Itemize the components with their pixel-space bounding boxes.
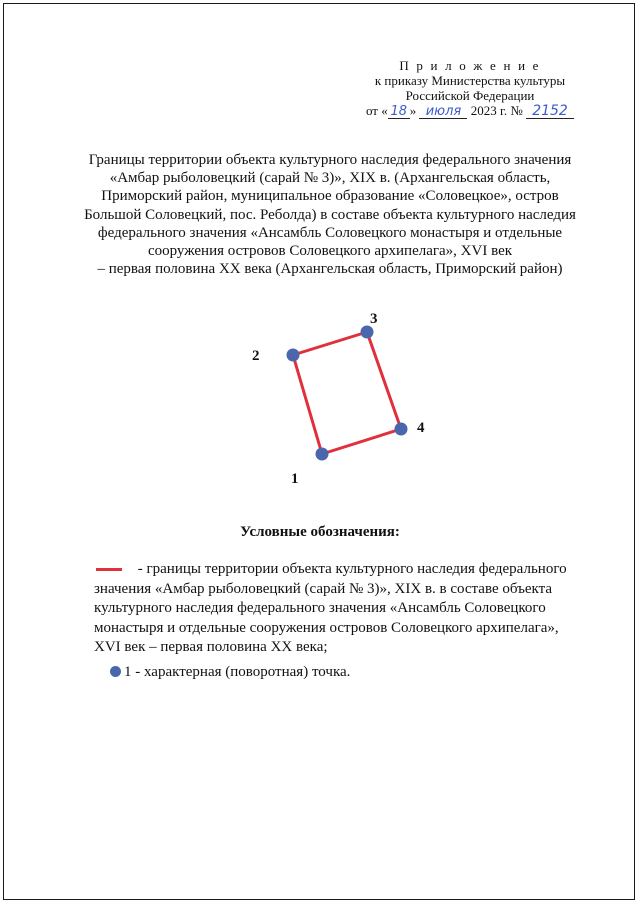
heading-line: – первая половина XX века (Архангельская область, Приморский район): [97, 261, 563, 278]
legend-text-line: значения «Амбар рыболовецкий (сарай № 3)», XIX в. в составе объекта: [94, 580, 553, 597]
point-symbol: [110, 666, 121, 677]
point-1-label: 1: [291, 471, 299, 487]
legend-text-line: XVI век – первая половина XX века;: [94, 639, 328, 655]
point-3-label: 3: [370, 311, 378, 327]
heading-line: «Амбар рыболовецкий (сарай № 3)», XIX в. (Архангельская область,: [109, 170, 551, 187]
point-4-marker: [395, 423, 408, 436]
date-year: 2023 г. №: [470, 103, 523, 118]
handwritten-month: июля: [419, 105, 467, 119]
handwritten-order-number: 2152: [526, 105, 574, 119]
legend-text-line: монастыря и отдельные сооружения островов Соловецкого архипелага»,: [94, 619, 559, 636]
date-prefix: от «: [365, 103, 388, 118]
point-3-marker: [361, 326, 374, 339]
legend-title: Условные обозначения:: [240, 524, 400, 540]
handwritten-day: 18: [388, 105, 410, 119]
appendix-line-1: к приказу Министерства культуры: [374, 73, 566, 88]
date-mid: »: [409, 103, 417, 118]
heading-line: Большой Соловецкий, пос. Реболда) в составе объекта культурного наследия: [84, 206, 576, 223]
legend-text-line: - границы территории объекта культурного наследия федерального: [134, 561, 567, 577]
point-2-marker: [287, 349, 300, 362]
legend-point-entry: [110, 664, 350, 681]
point-2-label: 2: [252, 348, 260, 364]
legend-boundary-description: [94, 560, 586, 658]
boundary-line-symbol: [96, 568, 122, 571]
heading-line: сооружения островов Соловецкого архипелага», XVI век: [147, 243, 513, 260]
heading-line: Приморский район, муниципальное образование «Соловецкое», остров: [101, 188, 559, 205]
legend-point-text: - характерная (поворотная) точка.: [131, 664, 351, 680]
legend-point-label: 1: [124, 664, 132, 680]
territory-boundary: [293, 332, 401, 454]
point-4-label: 4: [417, 420, 425, 436]
appendix-line-2: Российской Федерации: [405, 88, 535, 103]
heading-line: Границы территории объекта культурного наследия федерального значения: [88, 152, 572, 168]
heading-line: федерального значения «Ансамбль Соловецкого монастыря и отдельные: [97, 224, 563, 241]
point-1-marker: [316, 448, 329, 461]
legend-text-line: культурного наследия федерального значения «Ансамбль Соловецкого: [94, 600, 546, 616]
appendix-title: П р и л о ж е н и е: [399, 58, 541, 73]
